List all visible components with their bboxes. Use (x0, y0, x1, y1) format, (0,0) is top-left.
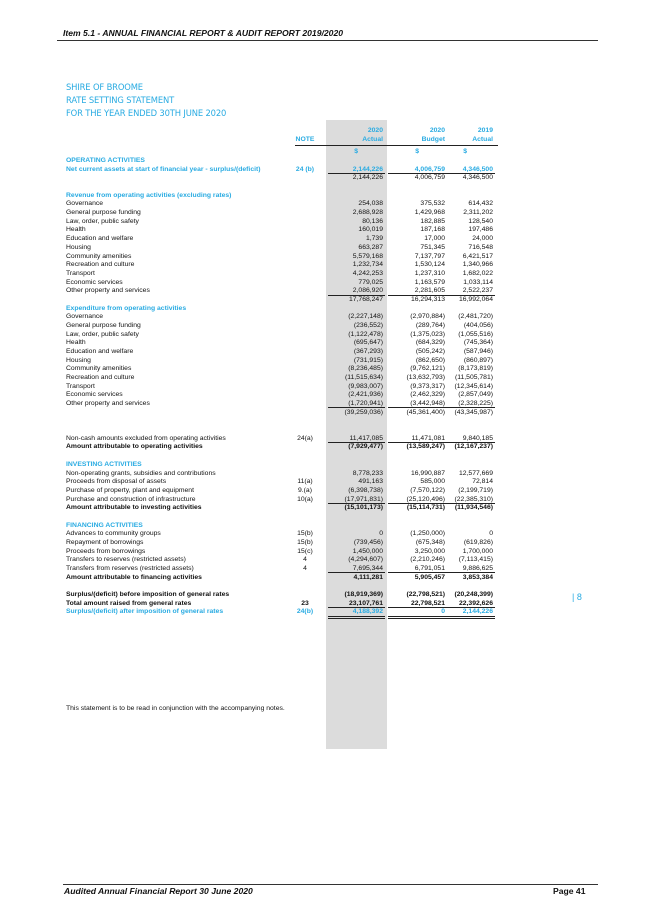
row-label: Proceeds from borrowings (66, 547, 146, 555)
row-value-budget-2020: 2,281,605 (414, 287, 445, 295)
row-value-actual-2019: (22,385,310) (454, 495, 493, 503)
row-value-actual-2019: (404,056) (463, 321, 493, 329)
row-value-budget-2020: (675,348) (415, 538, 445, 546)
total-rule (328, 503, 385, 504)
row-value-actual-2020: (17,971,831) (344, 495, 383, 503)
col-label-actual: Actual (362, 136, 383, 143)
row-value-actual-2020: 254,038 (358, 200, 383, 208)
row-value-budget-2020: (2,210,246) (410, 556, 445, 564)
row-label: Expenditure from operating activities (66, 304, 187, 312)
column-header-rule (295, 145, 498, 146)
row-label: INVESTING ACTIVITIES (66, 460, 142, 468)
row-value-actual-2019: (2,481,720) (458, 313, 493, 321)
row-value-actual-2020: (18,919,369) (344, 591, 383, 598)
row-label: Amount attributable to operating activities (66, 443, 203, 451)
row-value-budget-2020: (7,570,122) (410, 486, 445, 494)
row-label: Education and welfare (66, 235, 134, 243)
row-value-budget-2020: 751,345 (420, 243, 445, 251)
row-label: Surplus/(deficit) before imposition of general rates (66, 591, 230, 598)
row-label: Non-operating grants, subsidies and contributions (66, 469, 216, 477)
row-value-actual-2019: 9,840,185 (462, 434, 493, 442)
row-value-actual-2019: (43,345,987) (454, 408, 493, 416)
row-label: Proceeds from disposal of assets (66, 478, 167, 486)
row-label: Health (66, 339, 86, 347)
page-section-tag: | 8 (572, 592, 582, 602)
title-line-1: SHIRE OF BROOME (66, 82, 143, 92)
row-label: OPERATING ACTIVITIES (66, 157, 145, 164)
row-value-actual-2019: (2,199,719) (458, 486, 493, 494)
row-value-actual-2020: (11,515,634) (344, 374, 383, 381)
row-label: General purpose funding (66, 209, 141, 217)
row-label: Other property and services (66, 400, 150, 407)
row-value-actual-2019: 716,548 (468, 243, 493, 251)
row-value-budget-2020: (862,650) (415, 356, 445, 364)
header-rule (57, 40, 598, 41)
row-value-actual-2020: (731,915) (353, 356, 383, 364)
row-value-actual-2019: 24,000 (472, 235, 493, 243)
row-note: 15(c) (297, 547, 313, 555)
row-label: Community amenities (66, 252, 132, 260)
row-value-budget-2020: 5,905,457 (414, 573, 445, 581)
row-value-actual-2019: 1,700,000 (462, 547, 493, 555)
statement-note: This statement is to be read in conjunction with the accompanying notes. (66, 705, 285, 712)
row-value-actual-2020: 2,688,928 (352, 209, 383, 217)
row-value-budget-2020: 585,000 (420, 478, 445, 486)
row-label: Law, order, public safety (66, 217, 139, 225)
row-label: Transport (66, 269, 95, 277)
row-value-actual-2019: (11,505,781) (454, 374, 493, 381)
row-value-actual-2020: (1,122,478) (348, 330, 383, 338)
row-value-actual-2020: 7,695,344 (352, 565, 383, 572)
row-value-budget-2020: (13,632,793) (406, 374, 445, 381)
row-value-budget-2020: 6,791,051 (414, 565, 445, 572)
row-value-actual-2020: (7,929,477) (348, 443, 383, 451)
row-value-budget-2020: (25,120,496) (406, 495, 445, 503)
row-label: Governance (66, 313, 104, 321)
total-rule (328, 407, 385, 408)
row-label: Repayment of borrowings (66, 538, 144, 546)
row-value-actual-2019: (587,946) (463, 348, 493, 355)
total-rule (328, 607, 385, 608)
row-value-actual-2020: (236,552) (353, 321, 383, 329)
row-value-actual-2019: 197,486 (468, 226, 493, 234)
row-label: Net current assets at start of financial year - surplus/(deficit) (66, 165, 261, 173)
row-label: Transfers from reserves (restricted assets) (66, 565, 194, 572)
total-rule (436, 407, 495, 408)
row-value-actual-2019: (8,173,819) (458, 365, 493, 373)
row-value-actual-2019: (12,345,614) (454, 382, 493, 390)
row-note: 24(a) (297, 434, 313, 442)
row-value-actual-2019: 614,432 (468, 200, 493, 208)
row-value-actual-2020: 1,739 (365, 235, 383, 243)
row-value-budget-2020: 17,000 (424, 235, 445, 243)
row-value-actual-2019: (2,328,225) (458, 400, 493, 407)
row-value-actual-2019: 2,522,237 (462, 287, 493, 295)
row-label: Other property and services (66, 287, 150, 295)
total-rule (436, 618, 495, 619)
total-rule (328, 173, 385, 174)
row-label: Health (66, 226, 86, 234)
row-value-actual-2020: 11,417,085 (349, 434, 383, 442)
row-value-actual-2019: (7,113,415) (458, 556, 493, 564)
row-value-actual-2019: 1,033,114 (463, 278, 493, 286)
row-value-actual-2020: 4,111,281 (353, 573, 383, 581)
row-value-actual-2020: 160,019 (358, 226, 383, 234)
row-value-actual-2020: (39,259,036) (344, 408, 383, 416)
row-label: Surplus/(deficit) after imposition of general rates (66, 608, 224, 616)
row-value-actual-2019: 1,340,966 (462, 261, 493, 269)
row-value-budget-2020: 1,237,310 (414, 269, 445, 277)
row-value-actual-2019: 0 (489, 530, 493, 538)
row-value-actual-2019: 2,311,202 (463, 209, 493, 217)
row-note: 11(a) (297, 478, 313, 486)
row-value-budget-2020: (2,970,884) (410, 313, 445, 321)
total-rule (436, 503, 495, 504)
total-rule (328, 442, 385, 443)
row-note: 4 (303, 556, 307, 564)
row-value-actual-2020: 2,144,226 (352, 174, 383, 182)
row-value-budget-2020: 11,471,081 (411, 434, 445, 442)
row-value-actual-2020: 5,579,168 (352, 252, 383, 260)
row-value-actual-2019: 12,577,669 (458, 469, 493, 477)
total-rule (436, 572, 495, 573)
col-label-budget: Budget (421, 136, 445, 143)
row-value-actual-2020: 1,232,734 (352, 261, 383, 269)
page-header-title: Item 5.1 - ANNUAL FINANCIAL REPORT & AUDIT REPORT 2019/2020 (63, 28, 343, 38)
footer-rule (63, 884, 598, 885)
row-value-actual-2019: 6,421,517 (462, 252, 493, 260)
row-label: Economic services (66, 278, 123, 286)
row-value-budget-2020: (3,442,948) (410, 400, 445, 407)
row-value-budget-2020: 4,006,759 (414, 174, 445, 182)
row-value-actual-2020: (15,101,173) (344, 504, 383, 512)
row-value-budget-2020: 0 (441, 608, 445, 616)
currency-prior: $ (463, 148, 467, 155)
row-value-budget-2020: 1,429,968 (414, 209, 445, 217)
row-value-actual-2020: 8,778,233 (352, 469, 383, 477)
currency-actual: $ (354, 148, 358, 155)
footer-page-number: Page 41 (553, 886, 586, 896)
row-label: Education and welfare (66, 348, 134, 355)
row-value-budget-2020: 4,006,759 (414, 165, 445, 173)
row-value-actual-2020: (6,398,738) (348, 486, 383, 494)
row-label: Recreation and culture (66, 261, 135, 269)
row-value-budget-2020: 1,163,579 (414, 278, 445, 286)
total-rule (328, 295, 385, 296)
row-value-budget-2020: (9,762,121) (410, 365, 445, 373)
row-value-actual-2020: 0 (379, 530, 383, 538)
row-label: Housing (66, 356, 91, 364)
row-value-budget-2020: (684,329) (415, 339, 445, 347)
row-label: Advances to community groups (66, 530, 161, 538)
total-rule (436, 607, 495, 608)
row-value-actual-2019: 2,144,226 (462, 608, 493, 616)
row-value-budget-2020: (22,798,521) (406, 591, 445, 598)
row-value-budget-2020: 1,530,124 (414, 261, 445, 269)
total-rule (436, 295, 495, 296)
row-note: 23 (301, 599, 309, 607)
row-value-budget-2020: 182,885 (420, 217, 445, 225)
col-year-actual-2020: 2020 (367, 127, 383, 134)
row-label: Economic services (66, 391, 123, 399)
col-year-actual-2019: 2019 (477, 127, 493, 134)
row-value-actual-2019: (12,167,237) (454, 443, 493, 451)
total-rule (436, 173, 495, 174)
row-value-actual-2020: 491,163 (358, 478, 383, 486)
row-value-actual-2020: 663,287 (358, 243, 383, 251)
row-value-actual-2020: (9,983,007) (348, 382, 383, 390)
total-rule (328, 618, 385, 619)
row-value-actual-2019: 22,392,626 (458, 599, 493, 607)
total-rule (328, 572, 385, 573)
row-value-budget-2020: (15,114,731) (406, 504, 445, 512)
row-note: 24(b) (296, 608, 314, 616)
currency-budget: $ (415, 148, 419, 155)
row-value-budget-2020: (505,242) (415, 348, 445, 355)
row-label: FINANCING ACTIVITIES (66, 521, 143, 529)
col-label-actual-prior: Actual (472, 136, 493, 143)
row-value-actual-2019: (20,248,399) (454, 591, 493, 598)
row-value-actual-2019: (860,897) (463, 356, 493, 364)
col-year-budget-2020: 2020 (429, 127, 445, 134)
row-value-budget-2020: 7,137,797 (414, 252, 445, 260)
row-value-actual-2020: 4,242,253 (352, 269, 383, 277)
row-value-budget-2020: 22,798,521 (410, 599, 445, 607)
row-value-actual-2019: 72,814 (472, 478, 493, 486)
row-value-actual-2020: 779,025 (358, 278, 383, 286)
row-label: Law, order, public safety (66, 330, 139, 338)
row-value-budget-2020: 3,250,000 (414, 547, 445, 555)
row-label: Total amount raised from general rates (66, 599, 192, 607)
row-note: 24 (b) (295, 165, 315, 173)
row-label: Amount attributable to investing activities (66, 504, 202, 512)
row-value-actual-2019: 1,682,022 (462, 269, 493, 277)
row-value-actual-2020: 1,450,000 (352, 547, 383, 555)
row-value-actual-2019: 4,346,500 (462, 174, 493, 182)
row-label: Non-cash amounts excluded from operating activities (66, 434, 226, 442)
row-value-actual-2020: (2,227,148) (348, 313, 383, 321)
row-value-budget-2020: (289,764) (415, 321, 445, 329)
row-value-budget-2020: 375,532 (420, 200, 445, 208)
row-label: Purchase of property, plant and equipment (66, 486, 194, 494)
footer-title: Audited Annual Financial Report 30 June 2020 (64, 886, 253, 896)
title-line-2: RATE SETTING STATEMENT (66, 95, 175, 105)
row-value-actual-2019: 16,992,064 (458, 295, 493, 303)
row-label: Amount attributable to financing activities (66, 573, 202, 581)
row-value-actual-2019: (2,857,049) (458, 391, 493, 399)
row-note: 4 (303, 565, 307, 572)
row-value-budget-2020: (45,361,400) (406, 408, 445, 416)
row-note: 15(b) (297, 538, 313, 546)
row-value-actual-2019: 3,853,384 (462, 573, 493, 581)
row-note: 9.(a) (298, 486, 312, 494)
row-value-actual-2019: (619,826) (463, 538, 493, 546)
row-value-actual-2020: 17,768,247 (348, 295, 383, 303)
row-value-budget-2020: (9,373,317) (410, 382, 445, 390)
row-value-actual-2020: (2,421,936) (348, 391, 383, 399)
row-note: 10(a) (297, 495, 313, 503)
row-label: Revenue from operating activities (excluding rates) (66, 191, 232, 199)
row-value-actual-2020: 2,144,226 (352, 165, 383, 173)
row-value-actual-2020: 2,086,920 (352, 287, 383, 295)
row-label: Recreation and culture (66, 374, 135, 381)
row-label: Community amenities (66, 365, 132, 373)
row-value-actual-2019: 9,886,625 (462, 565, 493, 572)
row-value-actual-2020: (4,294,607) (348, 556, 383, 564)
col-note-header: NOTE (295, 136, 315, 143)
row-value-actual-2020: (1,720,941) (348, 400, 383, 407)
row-note: 15(b) (297, 530, 313, 538)
title-line-3: FOR THE YEAR ENDED 30TH JUNE 2020 (66, 108, 227, 118)
row-value-budget-2020: (13,589,247) (406, 443, 445, 451)
row-label: Transfers to reserves (restricted assets) (66, 556, 186, 564)
row-value-actual-2020: 4,188,392 (352, 608, 383, 616)
row-label: General purpose funding (66, 321, 141, 329)
row-value-budget-2020: (2,462,329) (410, 391, 445, 399)
row-value-actual-2019: (11,934,546) (454, 504, 493, 512)
row-value-actual-2019: 128,540 (468, 217, 493, 225)
row-label: Housing (66, 243, 91, 251)
row-value-actual-2020: (739,456) (353, 538, 383, 546)
row-label: Governance (66, 200, 104, 208)
row-value-actual-2020: (367,293) (353, 348, 383, 355)
total-rule (436, 442, 495, 443)
row-value-budget-2020: (1,375,023) (410, 330, 445, 338)
row-value-actual-2020: (695,647) (353, 339, 383, 347)
row-value-actual-2020: 23,107,761 (348, 599, 383, 607)
row-value-budget-2020: 16,990,887 (410, 469, 445, 477)
row-value-actual-2020: (8,236,485) (348, 365, 383, 373)
row-label: Purchase and construction of infrastructure (66, 495, 196, 503)
row-label: Transport (66, 382, 95, 390)
row-value-actual-2019: (745,364) (463, 339, 493, 347)
row-value-budget-2020: 16,294,313 (410, 295, 445, 303)
row-value-actual-2019: 4,346,500 (462, 165, 493, 173)
row-value-budget-2020: 187,168 (420, 226, 445, 234)
row-value-actual-2020: 80,136 (362, 217, 383, 225)
row-value-actual-2019: (1,055,516) (458, 330, 493, 338)
row-value-budget-2020: (1,250,000) (410, 530, 445, 538)
